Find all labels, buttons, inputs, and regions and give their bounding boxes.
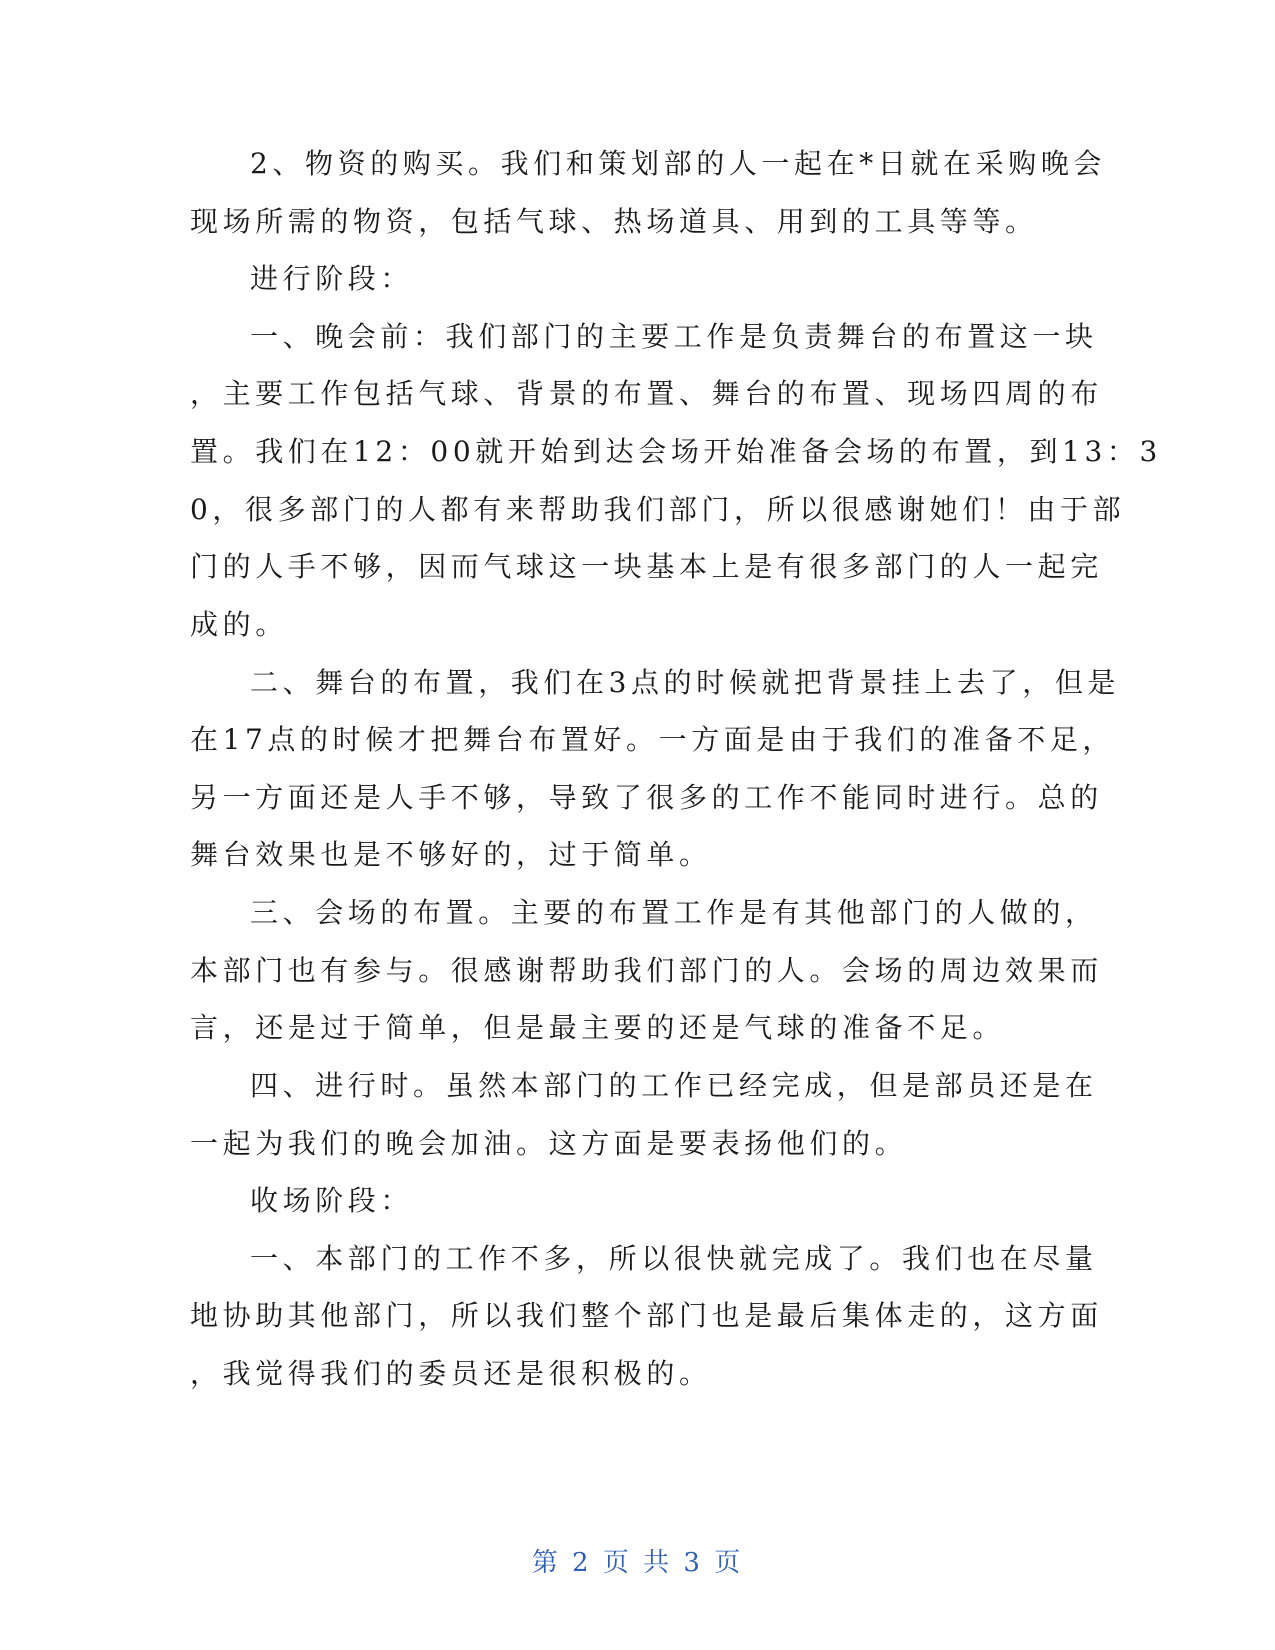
paragraph-line: 另一方面还是人手不够，导致了很多的工作不能同时进行。总的 xyxy=(190,781,1103,814)
paragraph-line: 成的。 xyxy=(190,608,288,641)
paragraph-line: 0，很多部门的人都有来帮助我们部门，所以很感谢她们！由于部 xyxy=(190,493,1126,526)
paragraph-line: ，我觉得我们的委员还是很积极的。 xyxy=(190,1357,712,1390)
paragraph-line: 舞台效果也是不够好的，过于简单。 xyxy=(190,838,712,871)
paragraph-line: 一、本部门的工作不多，所以很快就完成了。我们也在尽量 xyxy=(250,1242,1098,1275)
paragraph-line: ，主要工作包括气球、背景的布置、舞台的布置、现场四周的布 xyxy=(190,377,1103,410)
section-heading: 进行阶段： xyxy=(250,262,414,295)
paragraph-line: 置。我们在12：00就开始到达会场开始准备会场的布置，到13：3 xyxy=(190,435,1162,468)
paragraph-line: 2、物资的购买。我们和策划部的人一起在*日就在采购晚会 xyxy=(250,147,1107,180)
paragraph-line: 在17点的时候才把舞台布置好。一方面是由于我们的准备不足， xyxy=(190,723,1116,756)
paragraph-line: 三、会场的布置。主要的布置工作是有其他部门的人做的， xyxy=(250,896,1098,929)
paragraph-line: 一、晚会前：我们部门的主要工作是负责舞台的布置这一块 xyxy=(250,320,1098,353)
paragraph-line: 本部门也有参与。很感谢帮助我们部门的人。会场的周边效果而 xyxy=(190,954,1103,987)
page-number-footer: 第 2 页 共 3 页 xyxy=(531,1548,744,1578)
section-heading: 收场阶段： xyxy=(250,1184,414,1217)
paragraph-line: 现场所需的物资，包括气球、热场道具、用到的工具等等。 xyxy=(190,205,1038,238)
paragraph-line: 一起为我们的晚会加油。这方面是要表扬他们的。 xyxy=(190,1127,908,1160)
paragraph-line: 言，还是过于简单，但是最主要的还是气球的准备不足。 xyxy=(190,1011,1006,1044)
paragraph-line: 二、舞台的布置，我们在3点的时候就把背景挂上去了，但是 xyxy=(250,666,1121,699)
paragraph-line: 地协助其他部门，所以我们整个部门也是最后集体走的，这方面 xyxy=(190,1299,1103,1332)
paragraph-line: 四、进行时。虽然本部门的工作已经完成，但是部员还是在 xyxy=(250,1069,1098,1102)
paragraph-line: 门的人手不够，因而气球这一块基本上是有很多部门的人一起完 xyxy=(190,550,1103,583)
